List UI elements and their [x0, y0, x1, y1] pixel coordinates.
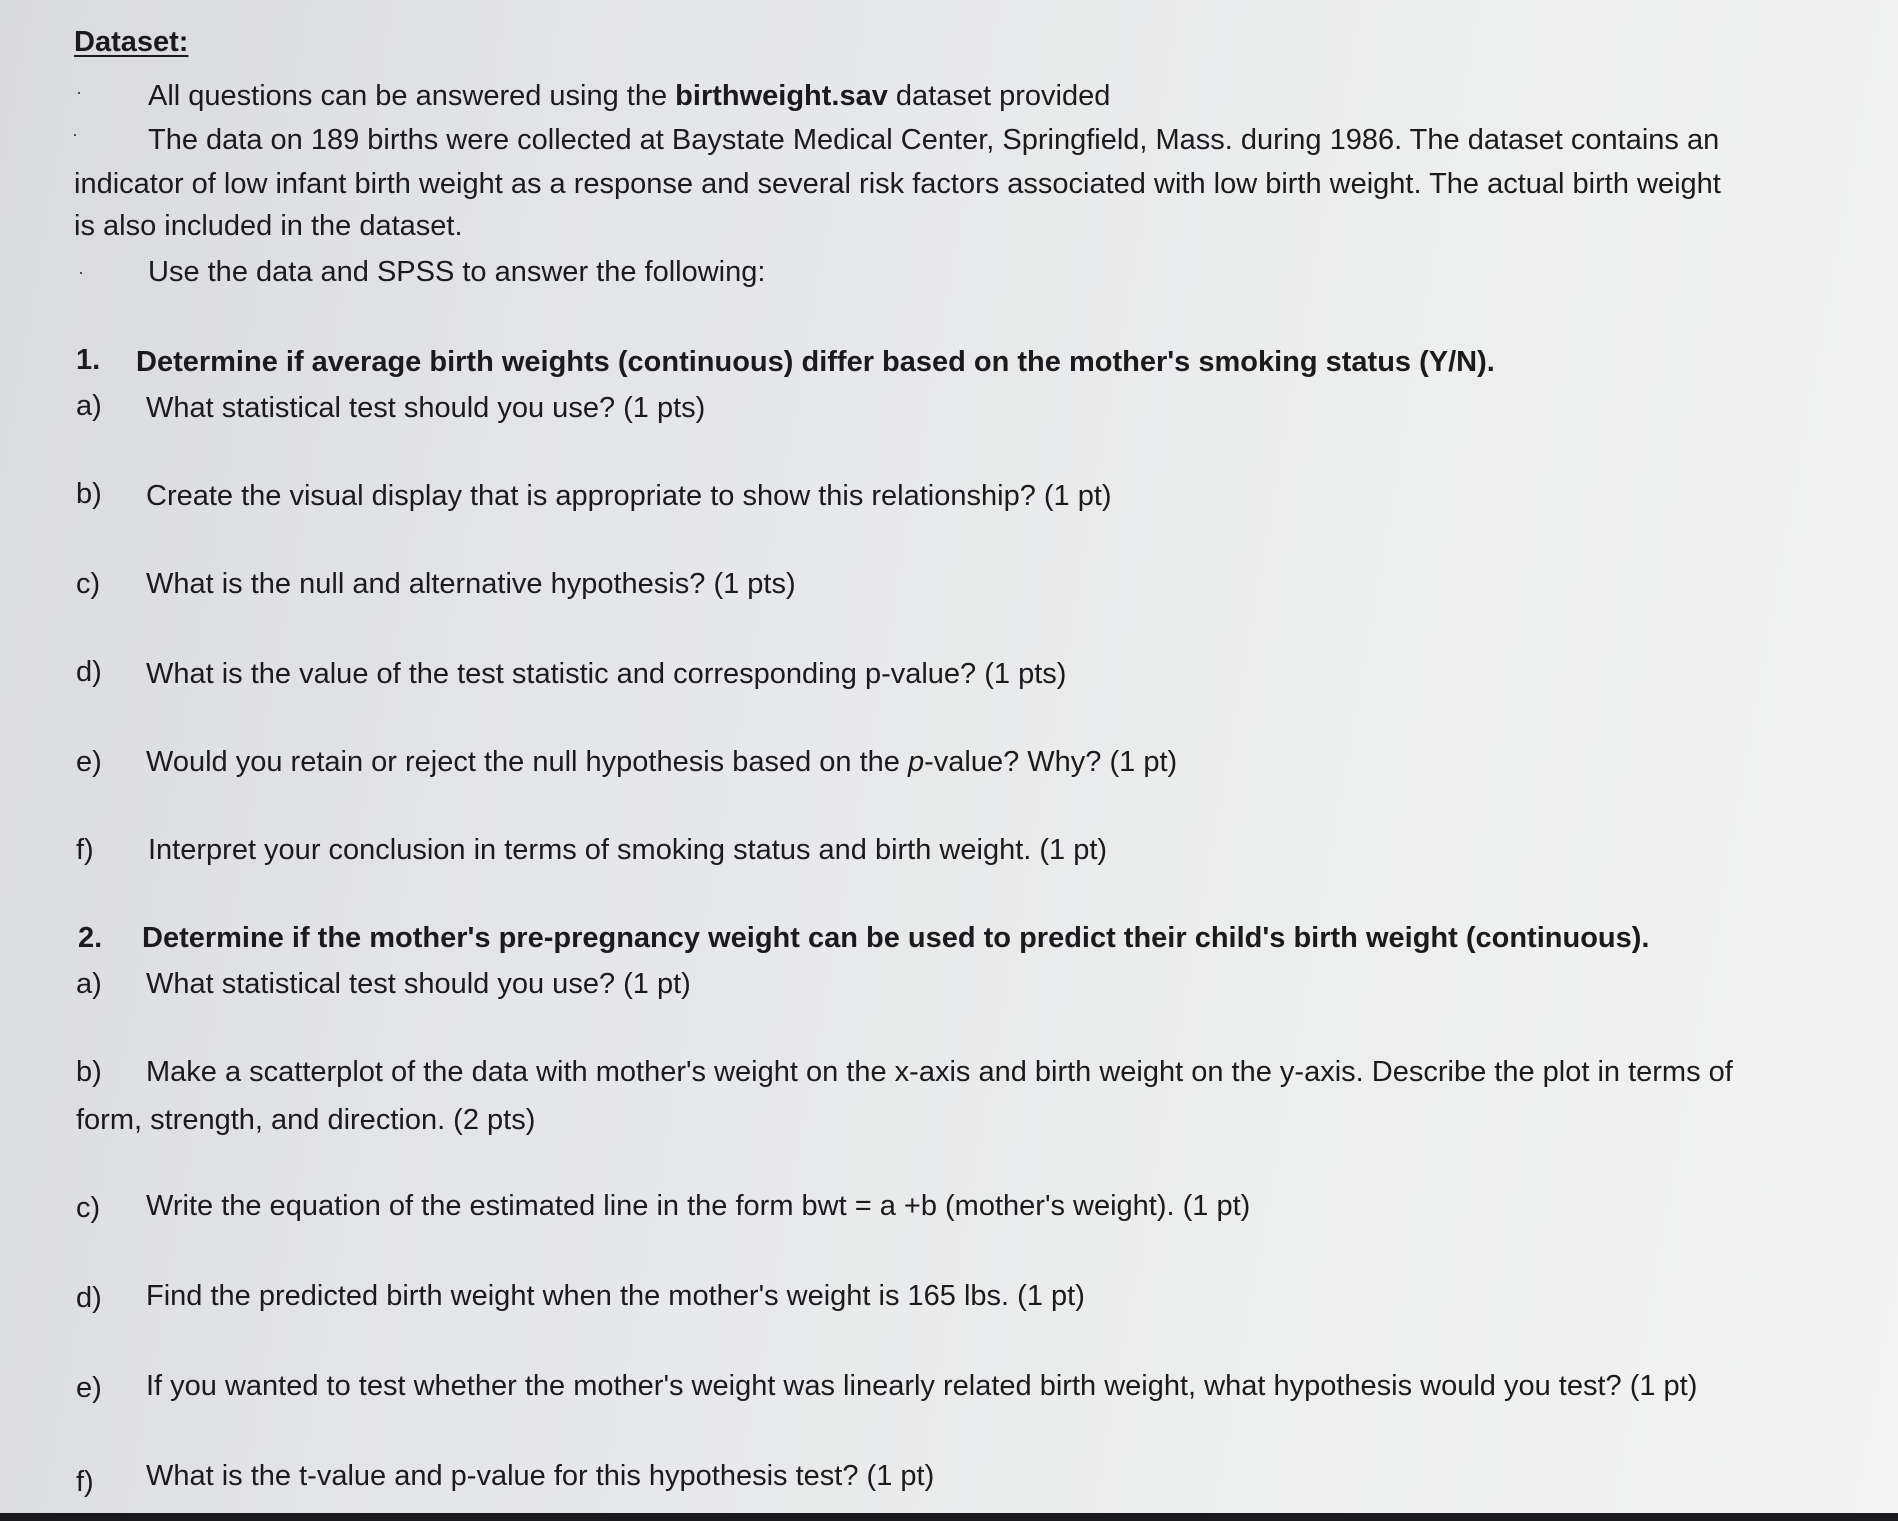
dataset-bullet-2-line-3: is also included in the dataset. — [74, 210, 463, 242]
q1-part-d-letter: d) — [76, 656, 102, 688]
q1-part-b-text: Create the visual display that is appropriate to show this relationship? (1 pt) — [146, 480, 1112, 512]
q1-part-e-italic: p — [908, 746, 925, 778]
q1-part-b-letter: b) — [76, 478, 102, 510]
q2-part-b-line-2: form, strength, and direction. (2 pts) — [76, 1104, 536, 1136]
q2-part-d-text: Find the predicted birth weight when the mother's weight is 165 lbs. (1 pt) — [146, 1280, 1085, 1312]
q2-part-e-text: If you wanted to test whether the mother's weight was linearly related birth weight, what hypothesis would you test? (1 pt) — [146, 1370, 1698, 1402]
q1-part-e-letter: e) — [76, 746, 102, 778]
q2-part-b-line-1: Make a scatterplot of the data with mother's weight on the x-axis and birth weight on the y-axis. Describe the plot in terms of — [146, 1056, 1733, 1088]
q1-part-e-text — [146, 744, 1177, 780]
bullet-marker: · — [76, 82, 82, 102]
bullet-marker: · — [78, 262, 84, 282]
dataset-heading: Dataset: — [74, 26, 189, 58]
dataset-bullet-2-line-1: The data on 189 births were collected at Baystate Medical Center, Springfield, Mass. during 1986. The dataset contains an — [148, 124, 1720, 156]
q2-part-a-text: What statistical test should you use? (1 pt) — [146, 968, 691, 1000]
q1-part-e-post: -value? Why? (1 pt) — [924, 746, 1178, 778]
dataset-bullet-3: Use the data and SPSS to answer the following: — [148, 256, 766, 288]
q1-part-f-text: Interpret your conclusion in terms of smoking status and birth weight. (1 pt) — [148, 834, 1108, 866]
bullet-1-post: dataset provided — [887, 80, 1111, 112]
dataset-bullet-2-line-2: indicator of low infant birth weight as a response and several risk factors associated with low birth weight. The actual birth weight — [74, 168, 1721, 200]
question-1-number: 1. — [76, 344, 101, 376]
q1-part-a-text: What statistical test should you use? (1 pts) — [146, 392, 706, 424]
bullet-1-pre: All questions can be answered using the — [148, 80, 676, 112]
q2-part-c-text: Write the equation of the estimated line in the form bwt = a +b (mother's weight). (1 pt) — [146, 1190, 1251, 1222]
q2-part-b-letter: b) — [76, 1056, 102, 1088]
question-2-number: 2. — [78, 922, 103, 954]
q2-part-f-text: What is the t-value and p-value for this hypothesis test? (1 pt) — [146, 1460, 935, 1492]
question-2-text: Determine if the mother's pre-pregnancy weight can be used to predict their child's birth weight (continuous). — [142, 922, 1650, 954]
screen-bottom-bezel — [0, 1513, 1898, 1521]
q1-part-e-pre: Would you retain or reject the null hypothesis based on the — [146, 746, 908, 778]
q2-part-a-letter: a) — [76, 968, 102, 1000]
q2-part-c-letter: c) — [76, 1192, 101, 1224]
q1-part-c-text: What is the null and alternative hypothesis? (1 pts) — [146, 568, 796, 600]
q1-part-a-letter: a) — [76, 390, 102, 422]
q2-part-b — [76, 1048, 1856, 1144]
dataset-filename: birthweight.sav — [675, 80, 888, 112]
q1-part-c-letter: c) — [76, 568, 101, 600]
dataset-bullet-1 — [148, 78, 1110, 114]
q2-part-e-letter: e) — [76, 1372, 102, 1404]
question-1-text: Determine if average birth weights (continuous) differ based on the mother's smoking status (Y/N). — [136, 346, 1495, 378]
q1-part-f-letter: f) — [76, 834, 94, 866]
q2-part-d-letter: d) — [76, 1282, 102, 1314]
q2-part-f-letter: f) — [76, 1466, 94, 1498]
bullet-marker: · — [72, 124, 78, 144]
q1-part-d-text: What is the value of the test statistic and corresponding p-value? (1 pts) — [146, 658, 1067, 690]
